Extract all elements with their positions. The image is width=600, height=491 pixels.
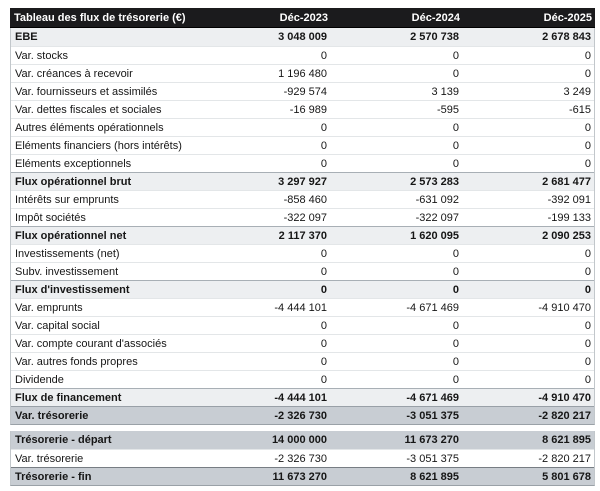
table-row-var-compte-courant: [11, 334, 594, 352]
row-value: 0: [452, 157, 459, 170]
row-label: Var. trésorerie: [15, 452, 84, 465]
row-value: 0: [320, 121, 327, 134]
table-row-var-tresorerie: [11, 406, 594, 424]
row-value: -3 051 375: [406, 409, 459, 422]
row-value: -4 444 101: [274, 301, 327, 314]
row-value: 0: [320, 355, 327, 368]
row-label: Flux de financement: [15, 391, 122, 404]
row-value: 2 570 738: [410, 31, 459, 43]
table-row-var-emprunts: [11, 298, 594, 316]
row-value: -2 820 217: [538, 452, 591, 465]
row-value: 8 621 895: [542, 434, 591, 446]
row-label: Intérêts sur emprunts: [15, 193, 119, 206]
row-value: 2 681 477: [542, 175, 591, 188]
row-value: 0: [584, 157, 591, 170]
row-value: 0: [584, 337, 591, 350]
row-value: 0: [452, 67, 459, 80]
row-label: Eléments financiers (hors intérêts): [15, 139, 182, 152]
row-value: -3 051 375: [406, 452, 459, 465]
row-value: 2 117 370: [278, 229, 327, 242]
row-value: 0: [584, 67, 591, 80]
row-label: EBE: [15, 31, 38, 43]
table-footer: [10, 431, 595, 486]
row-value: 0: [584, 247, 591, 260]
table-row-ebe: [11, 28, 594, 46]
table-row-flux-financement: [11, 388, 594, 406]
row-label: Flux opérationnel brut: [15, 175, 132, 188]
table-row-var-stocks: [11, 46, 594, 64]
column-header-dec-2024: Déc-2024: [411, 11, 460, 24]
row-label: Subv. investissement: [15, 265, 119, 278]
row-label: Var. compte courant d'associés: [15, 337, 167, 350]
row-label: Var. créances à recevoir: [15, 67, 133, 80]
row-value: 14 000 000: [271, 434, 327, 446]
row-label: Var. trésorerie: [15, 409, 89, 422]
row-value: -2 326 730: [274, 409, 327, 422]
row-value: 11 673 270: [404, 434, 459, 446]
row-label: Dividende: [15, 373, 64, 386]
row-value: 0: [452, 355, 459, 368]
row-value: 0: [584, 49, 591, 62]
row-label: Var. emprunts: [15, 301, 83, 314]
table-row-var-creances: [11, 64, 594, 82]
table-row-var-tresorerie-bottom: [11, 449, 594, 467]
table-row-var-autres-fonds: [11, 352, 594, 370]
row-value: 0: [452, 373, 459, 386]
row-value: 0: [320, 283, 327, 296]
row-value: 0: [320, 139, 327, 152]
row-value: 0: [452, 139, 459, 152]
row-value: -858 460: [283, 193, 327, 206]
row-label: Flux d'investissement: [15, 283, 130, 296]
row-label: Eléments exceptionnels: [15, 157, 132, 170]
table-row-elements-financiers: [11, 136, 594, 154]
row-label: Trésorerie - départ: [15, 434, 112, 446]
row-value: 3 048 009: [278, 31, 327, 43]
row-value: 0: [584, 265, 591, 278]
row-value: 0: [452, 265, 459, 278]
row-value: 0: [452, 283, 459, 296]
table-row-var-capital-social: [11, 316, 594, 334]
table-row-var-fournisseurs: [11, 82, 594, 100]
table-row-flux-operationnel-brut: [11, 172, 594, 190]
row-value: 2 678 843: [542, 31, 591, 43]
row-label: Trésorerie - fin: [15, 470, 92, 483]
row-label: Var. dettes fiscales et sociales: [15, 103, 162, 116]
table-row-flux-investissement: [11, 280, 594, 298]
row-label: Var. fournisseurs et assimilés: [15, 85, 158, 98]
row-label: Flux opérationnel net: [15, 229, 127, 242]
row-value: -929 574: [283, 85, 327, 98]
row-value: 0: [320, 157, 327, 170]
row-value: 0: [320, 247, 327, 260]
column-header-dec-2025: Déc-2025: [543, 11, 592, 24]
table-row-flux-operationnel-net: [11, 226, 594, 244]
table-row-dividende: [11, 370, 594, 388]
table-row-investissements: [11, 244, 594, 262]
table-row-elements-exceptionnels: [11, 154, 594, 172]
table-header-row: [10, 8, 595, 28]
table-row-tresorerie-fin: [11, 467, 594, 485]
table-title: Tableau des flux de trésorerie (€): [14, 11, 186, 24]
row-value: -322 097: [415, 211, 459, 224]
table-row-tresorerie-depart: [11, 431, 594, 449]
row-label: Impôt sociétés: [15, 211, 86, 224]
row-value: 0: [584, 139, 591, 152]
row-value: 2 090 253: [542, 229, 591, 242]
row-label: Autres éléments opérationnels: [15, 121, 164, 134]
row-value: 2 573 283: [410, 175, 459, 188]
row-value: 0: [452, 319, 459, 332]
row-value: -2 326 730: [274, 452, 327, 465]
row-value: 0: [320, 373, 327, 386]
row-value: 0: [452, 337, 459, 350]
row-value: 0: [452, 49, 459, 62]
cashflow-table: [10, 8, 595, 486]
row-value: 0: [584, 121, 591, 134]
row-value: 5 801 678: [542, 470, 591, 483]
row-value: 8 621 895: [410, 470, 459, 483]
row-value: -322 097: [283, 211, 327, 224]
row-value: 1 620 095: [410, 229, 459, 242]
column-header-dec-2023: Déc-2023: [279, 11, 328, 24]
row-value: 0: [320, 337, 327, 350]
row-value: -199 133: [547, 211, 591, 224]
row-value: -4 444 101: [274, 391, 327, 404]
row-value: -4 671 469: [406, 301, 459, 314]
row-value: -4 910 470: [538, 301, 591, 314]
row-label: Var. autres fonds propres: [15, 355, 138, 368]
row-value: 1 196 480: [278, 67, 327, 80]
row-value: 0: [584, 355, 591, 368]
row-value: -4 671 469: [406, 391, 459, 404]
table-row-autres-elements: [11, 118, 594, 136]
table-row-var-dettes: [11, 100, 594, 118]
table-body: [10, 28, 595, 425]
row-value: 3 297 927: [278, 175, 327, 188]
row-value: 0: [320, 319, 327, 332]
row-value: 0: [452, 247, 459, 260]
row-value: 0: [584, 319, 591, 332]
row-value: 11 673 270: [272, 470, 327, 483]
row-value: 0: [584, 373, 591, 386]
row-value: -4 910 470: [538, 391, 591, 404]
row-value: 0: [320, 265, 327, 278]
row-value: 0: [452, 121, 459, 134]
row-value: -16 989: [289, 103, 327, 116]
table-row-subv-investissement: [11, 262, 594, 280]
row-value: 0: [320, 49, 327, 62]
row-value: -2 820 217: [538, 409, 591, 422]
row-value: -595: [436, 103, 459, 116]
row-label: Var. stocks: [15, 49, 68, 62]
row-label: Investissements (net): [15, 247, 120, 260]
row-value: 3 139: [431, 85, 459, 98]
table-row-interets-emprunts: [11, 190, 594, 208]
row-label: Var. capital social: [15, 319, 100, 332]
row-value: 3 249: [563, 85, 591, 98]
row-value: -392 091: [547, 193, 591, 206]
row-value: -631 092: [415, 193, 459, 206]
row-value: -615: [568, 103, 591, 116]
table-row-impot-societes: [11, 208, 594, 226]
row-value: 0: [584, 283, 591, 296]
